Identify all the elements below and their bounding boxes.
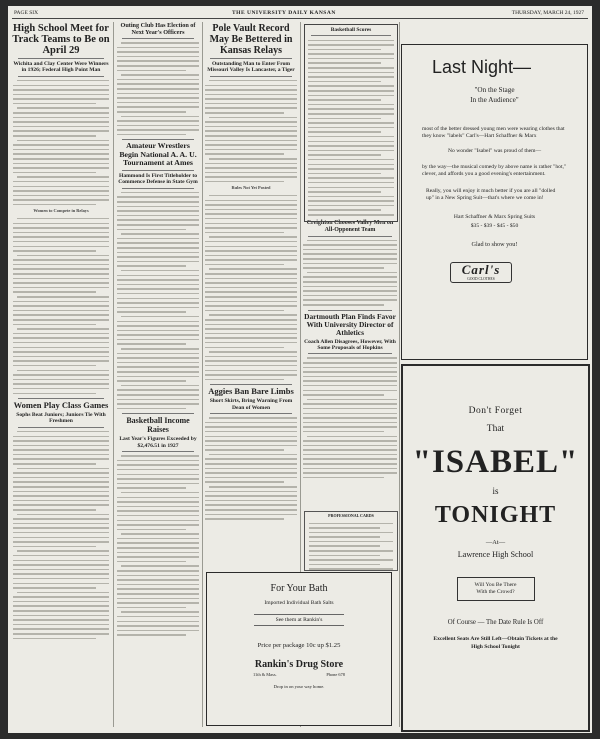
bath-ad-mid: See them at Rankin's xyxy=(254,614,344,626)
page-label: PAGE SIX xyxy=(14,10,39,16)
aggies-deck: Short Skirts, Bring Warning From Dean of Women xyxy=(209,398,293,411)
column-rule xyxy=(202,22,203,727)
bath-ad-price: Price per package 10c up $1.25 xyxy=(257,642,341,649)
amateur-wrestlers-headline: Amateur Wrestlers Begin National A. A. U. Tournament at Ames xyxy=(119,141,197,168)
isabel-seats-1: Excellent Seats Are Still Left—Obtain Tickets at the xyxy=(433,636,558,642)
isabel-ad xyxy=(401,364,590,732)
bath-ad-store: Rankin's Drug Store xyxy=(254,659,344,670)
track-meet-headline: High School Meet for Track Teams to Be on April 29 xyxy=(12,23,110,56)
pole-vault-body xyxy=(204,80,298,380)
isabel-box-line-1: Will You Be There xyxy=(474,582,517,588)
isabel-line1: Don't Forget xyxy=(468,406,523,416)
basketball-income-headline: Basketball Income Raises xyxy=(126,416,190,435)
class-games-body xyxy=(12,431,110,639)
pole-vault-headline: Pole Vault Record May Be Bettered in Kansas Relays xyxy=(209,23,293,56)
carls-logo-text: Carl's xyxy=(461,262,501,278)
class-games-headline: Women Play Class Games xyxy=(13,400,109,410)
column-rule xyxy=(399,22,400,727)
basketball-income-body xyxy=(116,455,200,636)
dartmouth-headline: Dartmouth Plan Finds Favor With University Director of Athletics xyxy=(304,311,396,337)
last-night-prices: Hart Schaffner & Marx Spring Suits xyxy=(453,214,536,221)
professional-cards-title: PROFESSIONAL CARDS xyxy=(328,513,374,518)
track-sub-heading: Women to Compete in Relays xyxy=(33,208,89,214)
basketball-income-deck: Last Year's Figures Exceeded by $2,476.51 in 1927 xyxy=(119,436,197,449)
bath-ad-phone: Phone 678 xyxy=(326,672,345,677)
carls-logo-sub: GOOD CLOTHES xyxy=(467,277,495,282)
isabel-line2: That xyxy=(486,424,505,434)
basketball-scores-box xyxy=(304,24,398,222)
last-night-body-1: most of the better dressed young men were wearing clothes that they know "labels" Carl's—Hart Schaffner & Marx xyxy=(422,126,565,140)
paper-name: THE UNIVERSITY DAILY KANSAN xyxy=(232,10,336,16)
column-rule xyxy=(113,22,114,727)
track-meet-body xyxy=(12,80,110,394)
last-night-title: Last Night— xyxy=(432,57,532,77)
bath-ad-address: 11th & Mass. xyxy=(253,672,277,677)
isabel-box-line-2: With the Crowd? xyxy=(476,589,515,595)
professional-cards-box xyxy=(304,511,398,571)
isabel-question-box xyxy=(457,577,535,601)
basketball-scores-title: Basketball Scores xyxy=(330,27,372,33)
pole-vault-deck: Outstanding Man to Enter From Missouri Valley Is Lancaster, a Tiger xyxy=(207,61,295,74)
isabel-title: "ISABEL" xyxy=(412,444,579,480)
bath-ad-footer: Drop in on your way home. xyxy=(273,684,325,689)
isabel-seats-2: High School Tonight xyxy=(471,644,520,650)
amateur-wrestlers-deck: Hammond Is First Titleholder to Commence Defense in State Gym xyxy=(118,172,198,186)
last-night-closing: Glad to show you! xyxy=(471,241,518,249)
outing-club-body xyxy=(116,42,200,135)
newspaper-page xyxy=(8,6,592,733)
outing-club-headline: Outing Club Has Election of Next Year's Officers xyxy=(120,22,196,36)
carls-logo xyxy=(450,262,512,283)
creighton-headline: Creighton Chooses Valley Men on All-Opponent Team xyxy=(306,220,394,233)
bath-ad-title: For Your Bath xyxy=(270,583,328,594)
aggies-body xyxy=(204,417,298,520)
last-night-ad xyxy=(401,44,588,360)
column-2 xyxy=(116,22,200,727)
issue-date: THURSDAY, MARCH 24, 1927 xyxy=(511,10,584,16)
dartmouth-body xyxy=(302,357,398,478)
last-night-body-2: No wonder "Isabel" was proud of them— xyxy=(448,148,542,155)
class-games-deck: Sophs Beat Juniors; Juniors Tie With Freshmen xyxy=(16,412,106,425)
masthead xyxy=(12,8,588,19)
dartmouth-deck: Coach Allen Disagrees, However, With Some Proposals of Hopkins xyxy=(304,338,396,351)
amateur-wrestlers-body xyxy=(116,192,200,409)
pole-sub-heading: Rules Not Yet Posted xyxy=(231,185,271,191)
isabel-course: Of Course — The Date Rule Is Off xyxy=(447,619,544,626)
last-night-body-4: Really, you will enjoy it much better if you are all "dolled up" in a New Spring Suit—that's where we come in! xyxy=(426,188,556,202)
creighton-body xyxy=(302,240,398,306)
aggies-headline: Aggies Ban Bare Limbs xyxy=(208,386,294,397)
bath-ad-subtitle: Imported Individual Bath Salts xyxy=(264,600,334,606)
isabel-is: is xyxy=(492,486,499,496)
isabel-venue: Lawrence High School xyxy=(457,550,534,559)
track-meet-deck: Wichita and Clay Center Were Winners in 1926; Federal High Point Man xyxy=(13,61,109,74)
last-night-price-list: $35 - $39 - $45 - $50 xyxy=(470,223,519,230)
last-night-subtitle-1: "On the Stage xyxy=(474,86,515,94)
column-1 xyxy=(12,22,110,727)
bath-salts-ad xyxy=(206,572,392,726)
isabel-tonight: TONIGHT xyxy=(434,502,557,528)
last-night-body-3: by the way—the musical comedy by above name is rather "hot," clever, and affords you a good evening's entertainment. xyxy=(422,163,567,177)
last-night-subtitle-2: In the Audience" xyxy=(470,96,519,104)
isabel-at: —At— xyxy=(485,539,506,546)
